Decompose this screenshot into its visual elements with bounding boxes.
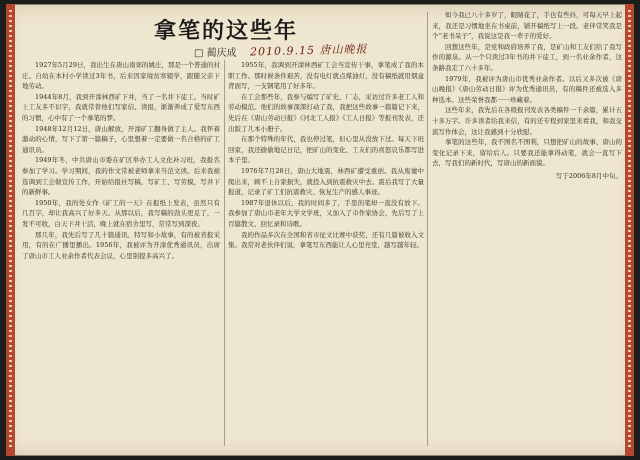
paragraph: 我的作品多次在全国和省市征文比赛中获奖，还有几篇被收入文集。我常对老伙伴们说，拿笔写东西能让人心里亮堂，越写越年轻。 [228, 230, 424, 250]
paragraph: 1976年7月28日，唐山大地震，林西矿遭受重创。我从废墟中爬出来，顾不上自家损失，就投入到抗震救灾中去。震后我写了大量报道，记录了矿工们抗震救灾、恢复生产的感人事迹。 [228, 166, 424, 197]
red-border-left [6, 4, 15, 456]
paragraph: 在工会那些年，我参与编写了矿史、厂志，采访过许多老工人和劳动模范。他们的故事深深打动了我，我把这些故事一篇篇记下来，先后在《唐山劳动日报》《河北工人报》《工人日报》等报刊发表，还出版了几本小册子。 [228, 92, 424, 133]
paragraph: 1950年，我的处女作《矿工的一天》在报纸上发表，虽然只有几百字，却让我高兴了好多天。从那以后，我写稿的劲头更足了，一发不可收，白天下井干活，晚上就在宿舍里写，常常写到深夜。 [22, 198, 220, 228]
article-column-2 [228, 60, 424, 446]
red-border-right [625, 4, 634, 456]
paragraph: 那几年，我先后写了几十篇通讯、特写和小故事，有的被省报采用，有的在广播里播出。1956年，我被评为开滦优秀通讯员，出席了唐山市工人业余作者代表会议，心里别提多高兴了。 [22, 230, 220, 260]
column-divider [427, 12, 428, 446]
paragraph: 如今我已八十多岁了，眼睛花了，手也有些抖，可每天早上起来，我还是习惯地坐在书桌前，铺开稿纸写上一段。老伴常笑我是个“老书呆子”，我说这是我一辈子的爱好。 [432, 11, 622, 41]
paragraph: 1955年，我调到开滦林西矿工会当宣传干事，拿笔成了我的本职工作。那时候条件艰苦，没有电灯就点煤油灯，没有稿纸就用烟盒背面写，一支钢笔用了好多年。 [228, 61, 424, 91]
article-end-note: 写于2006年8月中旬。 [555, 171, 622, 180]
paragraph: 1927年5月29日，我出生在唐山南郊的姚庄，那是一个普通的村庄。自幼在本村小学读过3年书，后来因家境贫寒辍学，跟随父亲下地劳动。 [22, 61, 220, 91]
column-divider [224, 60, 225, 446]
article-title: 拿笔的这些年 [153, 18, 298, 44]
handwritten-note: 2010.9.15 唐山晚报 [249, 42, 368, 59]
paragraph: 这些年来，我先后在各级报刊发表各类稿件一千余篇，累计五十多万字。许多读者给我来信，有的还专程到家里来看我，和我交流写作体会，这让我感到十分欣慰。 [432, 106, 622, 136]
article-column-3 [432, 10, 622, 446]
paragraph: 1949年冬，中共唐山市委在矿区举办工人文化补习班，我报名参加了学习。学习期间，我的作文常被老师拿来当范文读。后来我被选调到工会做宣传工作，开始给报社写稿，写矿工、写劳模，写井下的新鲜事。 [22, 156, 220, 197]
newspaper-clipping [6, 4, 634, 456]
paragraph: 拿笔的这些年，我不图名不图利，只想把矿山的故事、唐山的变化记录下来，留给后人。只要我还能拿得动笔，就会一直写下去，写我们的新时代，写唐山的新面貌。 [432, 138, 622, 168]
paragraph: 1948年12月12日，唐山解放，开滦矿工翻身做了主人。我怀着激动的心情，写下了第一篇稿子，心里想着一定要做一名合格的矿工通讯员。 [22, 124, 220, 154]
paragraph: 在那个特殊的年代，我也停过笔，但心里从没放下过。每天下班回家，我还偷偷地记日记，把矿山的变化、工友们的喜怒哀乐都写进本子里。 [228, 135, 424, 165]
paragraph: 回想这些年，是党和政府培养了我，是矿山和工友们给了我写作的源泉。从一个只读过3年书的井下徒工，到一名业余作者，这条路我走了六十多年。 [432, 42, 622, 72]
paragraph: 1979年，我被评为唐山市优秀业余作者。以后又多次被《唐山晚报》《唐山劳动日报》评为优秀通讯员，有的稿件还被选入多种选本。这些荣誉我都一一珍藏着。 [432, 74, 622, 104]
article-column-1 [22, 60, 220, 446]
paragraph: 1944年8月，我到开滦林西矿下井，当了一名井下徒工。当时矿上工友多不识字，我就常替他们写家信、读报，渐渐养成了爱写东西的习惯，心中有了一个拿笔的梦。 [22, 92, 220, 122]
paragraph: 1987年退休以后，我的时间多了，手里的笔却一直没有放下。我参加了唐山市老年大学文学班，又加入了市作家协会，先后写了上百篇散文、回忆录和诗歌。 [228, 198, 424, 228]
article-byline: □ 蔺庆成 [194, 48, 237, 59]
